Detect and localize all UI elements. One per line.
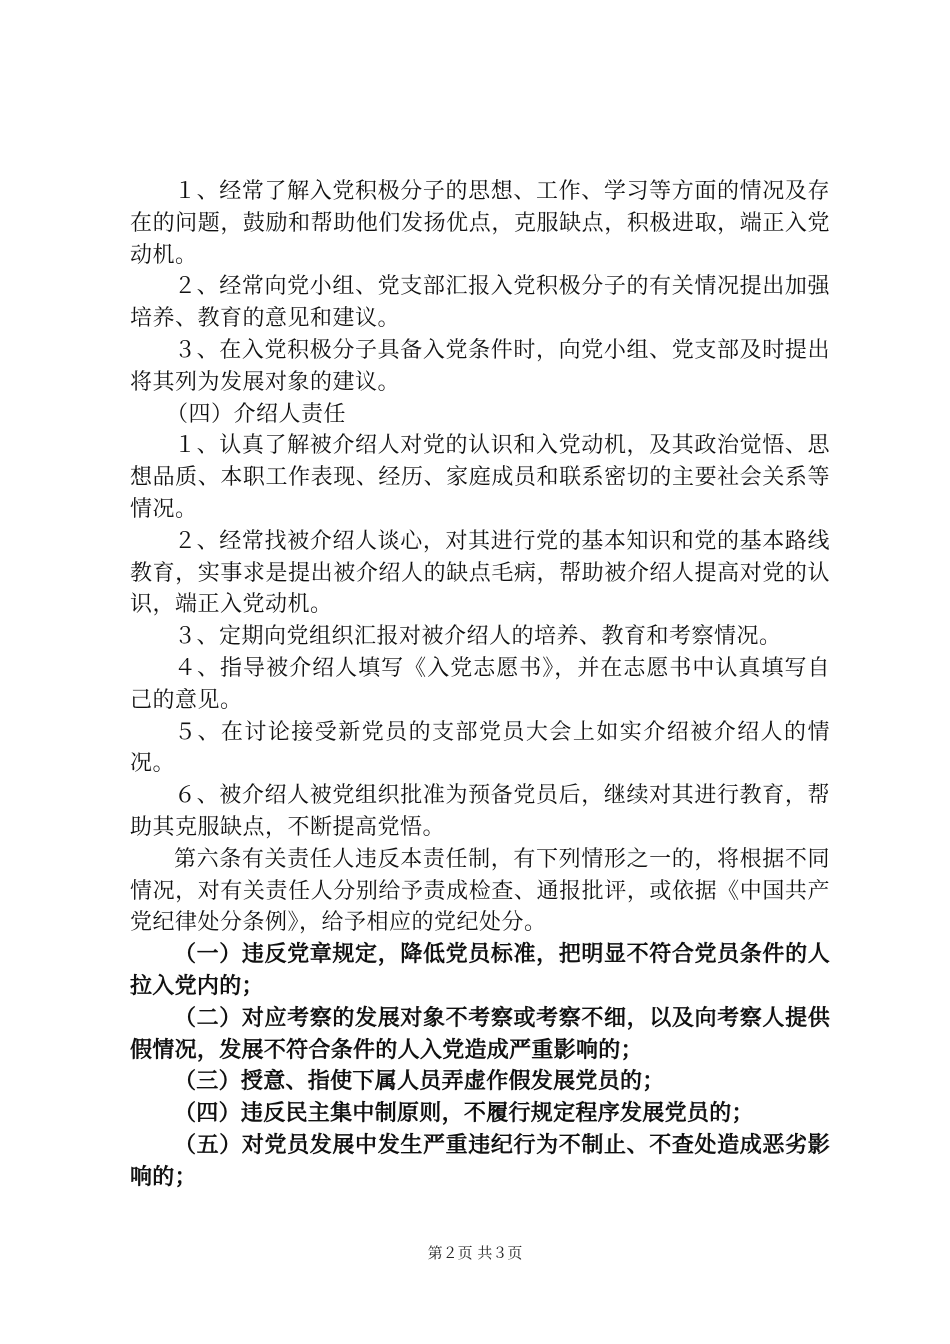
paragraph: ３、定期向党组织汇报对被介绍人的培养、教育和考察情况。 (174, 624, 782, 650)
paragraph: ４、指导被介绍人填写《入党志愿书》，并在志愿书中认真填写自己的意见。 (130, 655, 830, 713)
paragraph: ５、在讨论接受新党员的支部党员大会上如实介绍被介绍人的情况。 (130, 719, 830, 777)
paragraph: ２、经常向党小组、党支部汇报入党积极分子的有关情况提出加强培养、教育的意见和建议。 (130, 274, 830, 332)
paragraph: 第六条有关责任人违反本责任制，有下列情形之一的，将根据不同情况，对有关责任人分别给予责成检查、通报批评，或依据《中国共产党纪律处分条例》，给予相应的党纪处分。 (130, 846, 830, 936)
paragraph: ２、经常找被介绍人谈心，对其进行党的基本知识和党的基本路线教育，实事求是提出被介绍人的缺点毛病，帮助被介绍人提高对党的认识，端正入党动机。 (130, 528, 830, 618)
paragraph: ３、在入党积极分子具备入党条件时，向党小组、党支部及时提出将其列为发展对象的建议。 (130, 337, 830, 395)
paragraph: （二）对应考察的发展对象不考察或考察不细，以及向考察人提供假情况，发展不符合条件的人入党造成严重影响的； (130, 1005, 830, 1063)
section-heading: （四）介绍人责任 (166, 401, 347, 427)
paragraph: （四）违反民主集中制原则，不履行规定程序发展党员的； (174, 1101, 754, 1127)
paragraph: ６、被介绍人被党组织批准为预备党员后，继续对其进行教育，帮助其克服缺点，不断提高党悟。 (130, 783, 830, 840)
paragraph: （一）违反党章规定，降低党员标准，把明显不符合党员条件的人拉入党内的； (130, 942, 830, 999)
page-footer: 第２页 共３页 (427, 1244, 523, 1262)
document-body (130, 176, 830, 1194)
paragraph: （三）授意、指使下属人员弄虚作假发展党员的； (174, 1069, 665, 1095)
paragraph: １、经常了解入党积极分子的思想、工作、学习等方面的情况及存在的问题，鼓励和帮助他们发扬优点，克服缺点，积极进取，端正入党动机。 (130, 179, 830, 268)
paragraph: （五）对党员发展中发生严重违纪行为不制止、不查处造成恶劣影响的； (130, 1132, 830, 1190)
paragraph: １、认真了解被介绍人对党的认识和入党动机，及其政治觉悟、思想品质、本职工作表现、经历、家庭成员和联系密切的主要社会关系等情况。 (130, 433, 830, 522)
